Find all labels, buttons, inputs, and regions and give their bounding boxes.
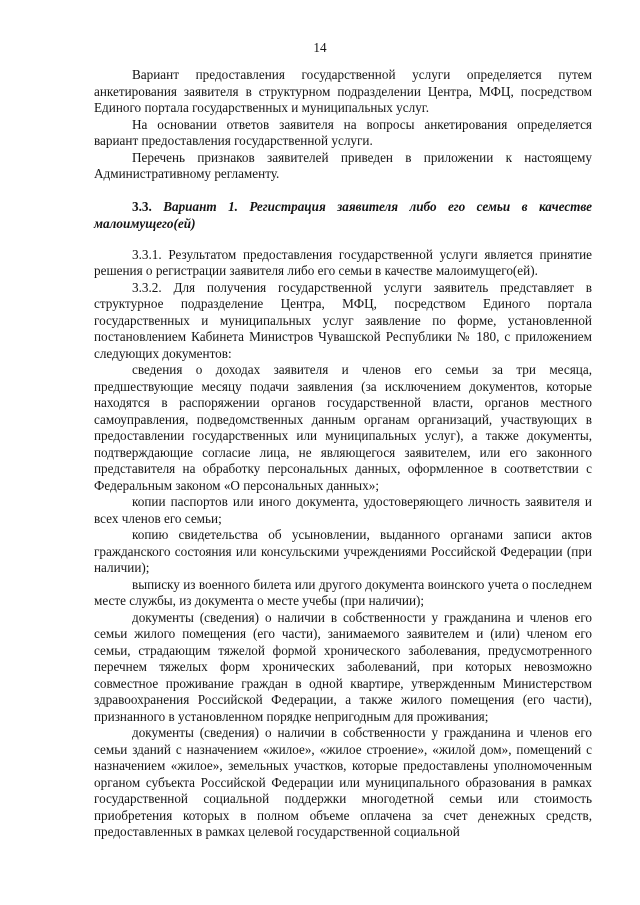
intro-paragraph-2: На основании ответов заявителя на вопросы анкетирования определяется вариант предоставления государственной услуги. bbox=[94, 116, 592, 148]
document-list-item: сведения о доходах заявителя и членов его семьи за три месяца, предшествующие месяцу подачи заявления (за исключением документов, которые находятся в распоряжении органов государственной власти, органов местного самоуправления, подведомственных данным органам организаций, участвующих в предоставлении государственных или муниципальных услуг), а также документы, подтверждающие согласие лица, не являющегося заявителем, или его законного представителя на обработку персональных данных, оформленное в соответствии с Федеральным законом «О персональных данных»; bbox=[94, 362, 592, 493]
document-list-item: выписку из военного билета или другого документа воинского учета о последнем месте службы, из документа о месте учебы (при наличии); bbox=[94, 576, 592, 608]
document-list-item: копию свидетельства об усыновлении, выданного органами записи актов гражданского состояния или консульскими учреждениями Российской Федерации (при наличии); bbox=[94, 527, 592, 575]
section-title: Вариант 1. Регистрация заявителя либо его семьи в качестве малоимущего(ей) bbox=[94, 198, 593, 231]
document-list-item: документы (сведения) о наличии в собственности у гражданина и членов его семьи зданий с назначением «жилое», «жилое строение», «жилой дом», помещений с назначением «жилое», земельных участков, которые предоставлены уполномоченным органом субъекта Российской Федерации или муниципального образования в рамках государственной социальной поддержки многодетной семьи или стоимость приобретения которых в полном объеме оплачена за счет денежных средств, предоставленных в рамках целевой государственной социальной bbox=[94, 725, 592, 839]
document-body bbox=[94, 67, 592, 841]
document-list-item: копии паспортов или иного документа, удостоверяющего личность заявителя и всех членов его семьи; bbox=[94, 494, 592, 526]
paragraph-3-3-2: 3.3.2. Для получения государственной услуги заявитель представляет в структурное подразделение Центра, МФЦ, посредством Единого портала государственных и муниципальных услуг заявление по форме, установленной постановлением Кабинета Министров Чувашской Республики № 180, с приложением следующих документов: bbox=[94, 279, 592, 361]
paragraph-3-3-1: 3.3.1. Результатом предоставления государственной услуги является принятие решения о регистрации заявителя либо его семьи в качестве малоимущего(ей). bbox=[94, 246, 592, 278]
page-number: 14 bbox=[313, 40, 327, 55]
document-list-item: документы (сведения) о наличии в собственности у гражданина и членов его семьи жилого помещения (его части), занимаемого заявителем и (или) членом его семьи, страдающим тяжелой формой хронического заболевания, предусмотренного перечнем тяжелых форм хронических заболеваний, при которых невозможно совместное проживание граждан в одной квартире, утвержденным Министерством здравоохранения Российской Федерации, а также жилого помещения (его части), признанного в установленном порядке непригодным для проживания; bbox=[94, 609, 592, 724]
intro-paragraph-3: Перечень признаков заявителей приведен в приложении к настоящему Административному регламенту. bbox=[94, 149, 592, 181]
intro-paragraph-1: Вариант предоставления государственной услуги определяется путем анкетирования заявителя в структурном подразделении Центра, МФЦ, посредством Единого портала государственных и муниципальных услуг. bbox=[94, 67, 592, 115]
section-number: 3.3. bbox=[132, 198, 152, 214]
section-heading bbox=[94, 198, 592, 232]
